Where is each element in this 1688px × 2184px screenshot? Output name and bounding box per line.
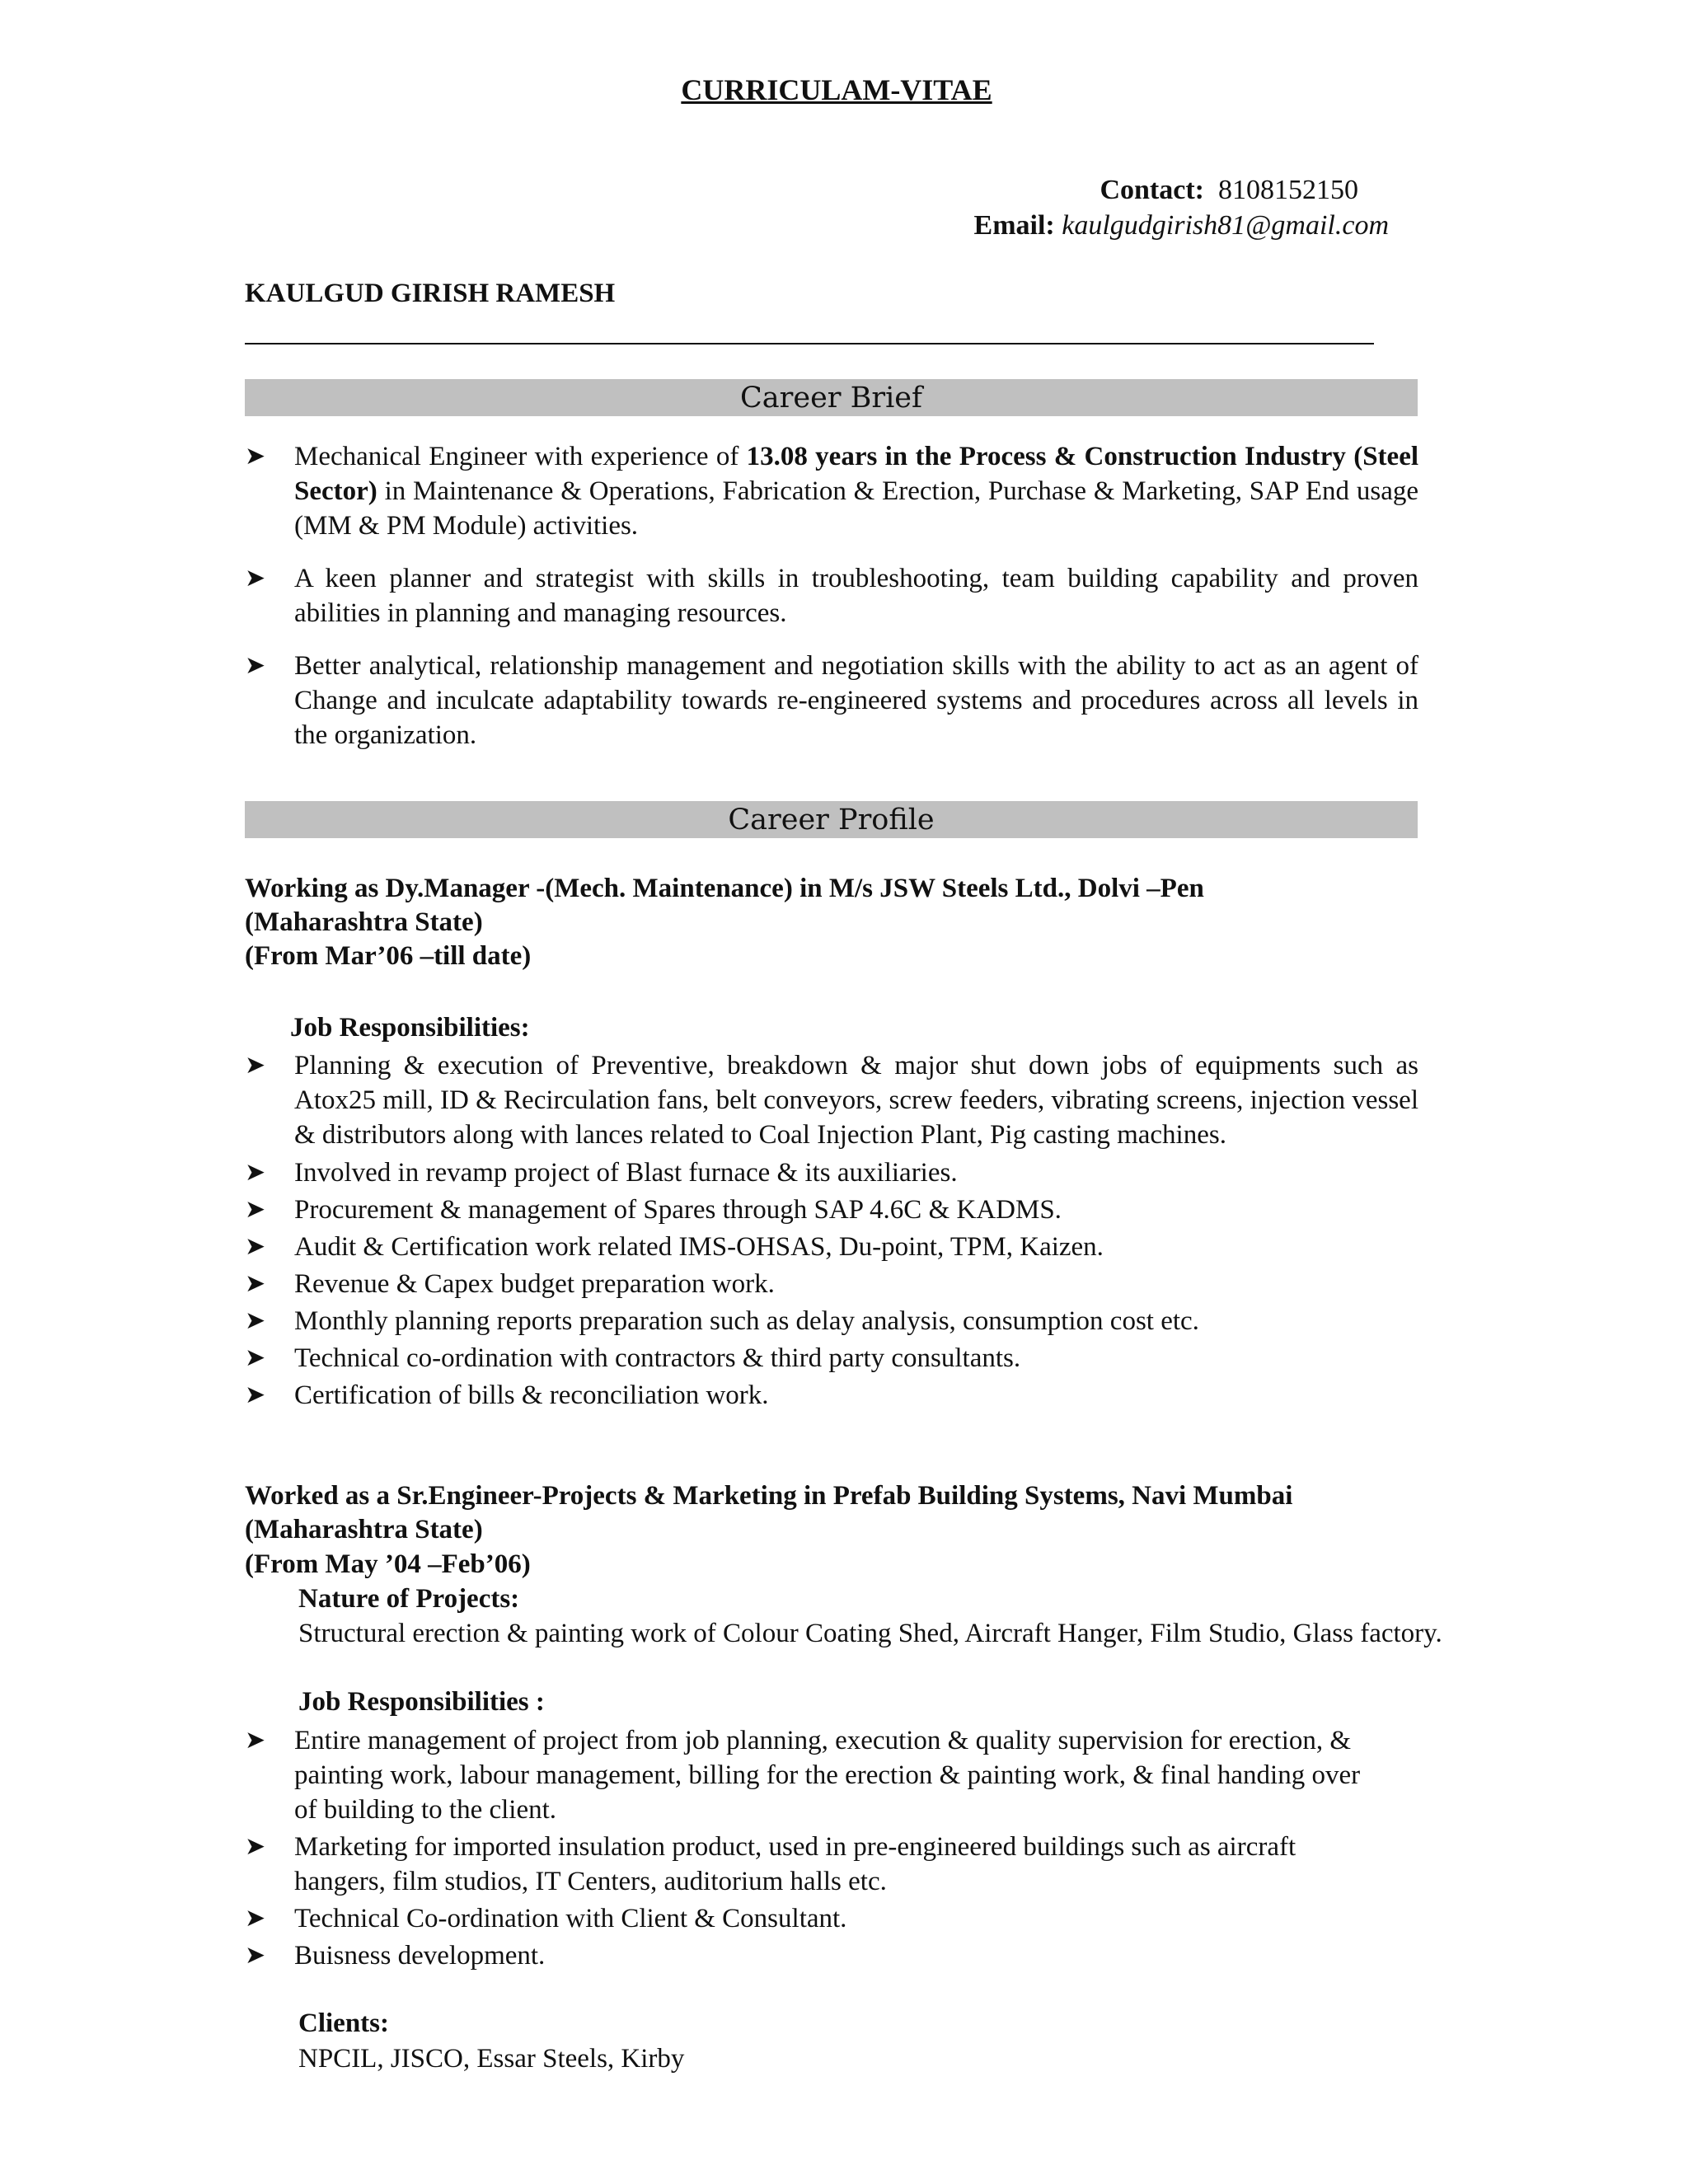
contact-email[interactable]: kaulgudgirish81@gmail.com xyxy=(1062,210,1389,241)
list-item: ➤ Monthly planning reports preparation such as delay analysis, consumption cost etc. xyxy=(245,1304,1418,1338)
arrow-bullet-icon: ➤ xyxy=(245,1904,266,1933)
job2-dates: (From May ’04 –Feb’06) xyxy=(245,1549,531,1579)
arrow-bullet-icon: ➤ xyxy=(245,442,266,471)
job1-location: (Maharashtra State) xyxy=(245,907,483,937)
arrow-bullet-icon: ➤ xyxy=(245,1343,266,1372)
name-divider xyxy=(245,343,1374,344)
candidate-name: KAULGUD GIRISH RAMESH xyxy=(245,279,616,308)
job2-resp-list xyxy=(245,1723,1399,1973)
job1-resp-list xyxy=(245,1048,1418,1413)
arrow-bullet-icon: ➤ xyxy=(245,1158,266,1187)
list-item: ➤ Revenue & Capex budget preparation work. xyxy=(245,1267,1418,1301)
job1-title: Working as Dy.Manager -(Mech. Maintenance) in M/s JSW Steels Ltd., Dolvi –Pen xyxy=(245,874,1204,903)
list-item: ➤ Better analytical, relationship management and negotiation skills with the ability to act as an agent of Change and inculcate adaptability towards re-engineered systems and procedures across all levels in the organization. xyxy=(245,649,1418,752)
job2-clients-text: NPCIL, JISCO, Essar Steels, Kirby xyxy=(298,2044,685,2074)
contact-email-line xyxy=(974,210,1389,241)
job1-resp-heading: Job Responsibilities: xyxy=(290,1013,530,1043)
list-item: ➤ Marketing for imported insulation product, used in pre-engineered buildings such as aircraft hangers, film studios, IT Centers, auditorium halls etc. xyxy=(245,1830,1399,1899)
arrow-bullet-icon: ➤ xyxy=(245,1380,266,1409)
job1-dates: (From Mar’06 –till date) xyxy=(245,941,532,971)
list-item: ➤ Entire management of project from job planning, execution & quality supervision for erection, & painting work, labour management, billing for the erection & painting work, & final handing over of building to the client. xyxy=(245,1723,1399,1827)
job2-title: Worked as a Sr.Engineer-Projects & Marketing in Prefab Building Systems, Navi Mumbai xyxy=(245,1481,1293,1511)
job2-nature-text: Structural erection & painting work of Colour Coating Shed, Aircraft Hanger, Film Studio, Glass factory. xyxy=(298,1619,1442,1648)
job2-clients-heading: Clients: xyxy=(298,2008,389,2038)
list-item: ➤ Procurement & management of Spares through SAP 4.6C & KADMS. xyxy=(245,1193,1418,1227)
arrow-bullet-icon: ➤ xyxy=(245,1232,266,1261)
list-item: ➤ Audit & Certification work related IMS-OHSAS, Du-point, TPM, Kaizen. xyxy=(245,1230,1418,1264)
arrow-bullet-icon: ➤ xyxy=(245,1832,266,1861)
job2-nature-heading: Nature of Projects: xyxy=(298,1584,520,1614)
arrow-bullet-icon: ➤ xyxy=(245,1726,266,1755)
job2-location: (Maharashtra State) xyxy=(245,1515,483,1544)
list-item: ➤ Buisness development. xyxy=(245,1938,1399,1973)
list-item: ➤ Technical co-ordination with contractors & third party consultants. xyxy=(245,1341,1418,1376)
job2-resp-heading: Job Responsibilities : xyxy=(298,1687,545,1717)
arrow-bullet-icon: ➤ xyxy=(245,1051,266,1080)
arrow-bullet-icon: ➤ xyxy=(245,1269,266,1298)
list-item: ➤ Planning & execution of Preventive, breakdown & major shut down jobs of equipments such as Atox25 mill, ID & Recirculation fans, belt conveyors, screw feeders, vibrating screens, injection vessel & distributors along with lances related to Coal Injection Plant, Pig casting machines. xyxy=(245,1048,1418,1152)
arrow-bullet-icon: ➤ xyxy=(245,564,266,593)
list-item: ➤ Mechanical Engineer with experience of 13.08 years in the Process & Construction Industry (Steel Sector) in Maintenance & Operations, Fabrication & Erection, Purchase & Marketing, SAP End usage (MM & PM Module) activities. xyxy=(245,439,1418,543)
list-item: ➤ Involved in revamp project of Blast furnace & its auxiliaries. xyxy=(245,1155,1418,1190)
career-brief-list xyxy=(245,439,1418,752)
career-brief-heading: Career Brief xyxy=(245,379,1418,416)
arrow-bullet-icon: ➤ xyxy=(245,1941,266,1970)
contact-phone-line xyxy=(1100,175,1358,206)
career-profile-heading: Career Profile xyxy=(245,801,1418,838)
list-item: ➤ Technical Co-ordination with Client & Consultant. xyxy=(245,1901,1399,1936)
contact-phone: 8108152150 xyxy=(1218,175,1358,205)
list-item: ➤ Certification of bills & reconciliation work. xyxy=(245,1378,1418,1413)
email-label: Email: xyxy=(973,210,1055,241)
arrow-bullet-icon: ➤ xyxy=(245,651,266,680)
arrow-bullet-icon: ➤ xyxy=(245,1195,266,1224)
contact-label: Contact: xyxy=(1100,175,1204,205)
document-title: CURRICULAM-VITAE xyxy=(681,73,992,106)
list-item: ➤ A keen planner and strategist with skills in troubleshooting, team building capability and proven abilities in planning and managing resources. xyxy=(245,561,1418,630)
arrow-bullet-icon: ➤ xyxy=(245,1306,266,1335)
